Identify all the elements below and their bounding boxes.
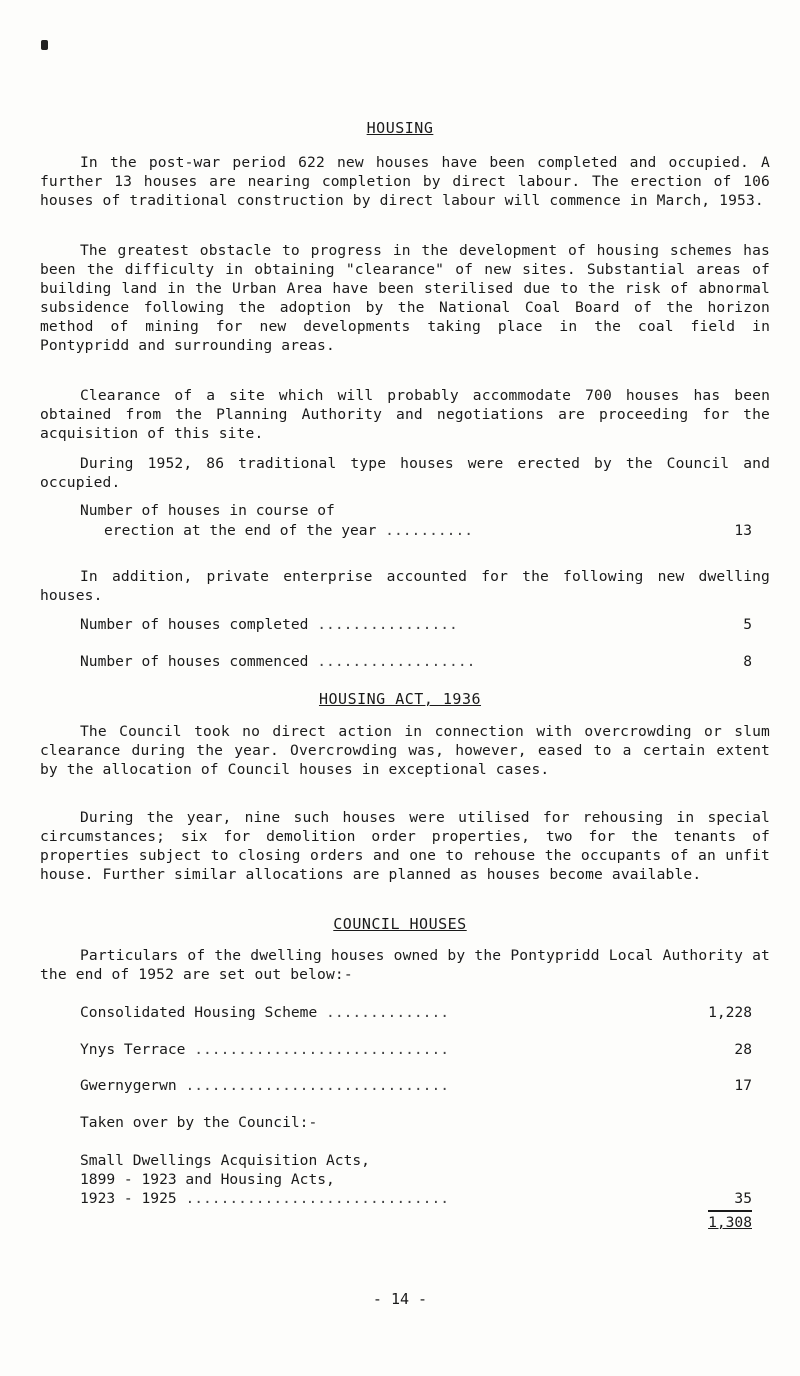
page-number: - 14 - xyxy=(372,1290,428,1308)
council-row-dots: ............................. xyxy=(194,1041,450,1058)
acts-value: 35 xyxy=(734,1190,752,1207)
council-row xyxy=(80,1003,752,1022)
completed-leader-dots: ................ xyxy=(317,616,458,633)
paragraph-council-action: The Council took no direct action in connection with overcrowding or slum clearance during the year. Overcrowding was, however, eased to a certain extent by the allocation of Council houses in exceptional cases. xyxy=(40,723,770,778)
in-course-label-line-2: erection at the end of the year xyxy=(104,522,377,539)
paragraph-during-1952: During 1952, 86 traditional type houses were erected by the Council and occupied. xyxy=(40,455,770,491)
in-course-label-line-1: Number of houses in course of xyxy=(80,502,335,519)
commenced-label: Number of houses commenced xyxy=(80,653,309,670)
paragraph-private-enterprise: In addition, private enterprise accounted for the following new dwelling houses. xyxy=(40,568,770,604)
council-row-label: Ynys Terrace xyxy=(80,1041,186,1058)
in-course-value: 13 xyxy=(734,522,752,539)
in-course-row xyxy=(104,521,752,540)
taken-over-label: Taken over by the Council:- xyxy=(80,1114,318,1131)
paragraph-particulars: Particulars of the dwelling houses owned by the Pontypridd Local Authority at the end of 1952 are set out below:- xyxy=(40,947,770,983)
council-row xyxy=(80,1076,752,1095)
in-course-leader-dots: .......... xyxy=(385,522,474,539)
acts-row xyxy=(80,1189,752,1208)
commenced-value: 8 xyxy=(743,653,752,670)
paragraph-clearance: Clearance of a site which will probably accommodate 700 houses has been obtained from the Planning Authority and negotiations are proceeding for the acquisition of this site. xyxy=(40,387,770,442)
council-row xyxy=(80,1040,752,1059)
council-row-dots: .............. xyxy=(326,1004,450,1021)
council-row-dots: .............................. xyxy=(185,1077,450,1094)
council-row-label: Consolidated Housing Scheme xyxy=(80,1004,318,1021)
heading-housing: HOUSING xyxy=(366,119,434,137)
acts-line-1: Small Dwellings Acquisition Acts, xyxy=(80,1152,370,1169)
acts-line-3-label: 1923 - 1925 xyxy=(80,1190,177,1207)
heading-housing-act: HOUSING ACT, 1936 xyxy=(318,690,482,708)
acts-leader-dots: .............................. xyxy=(185,1190,450,1207)
completed-value: 5 xyxy=(743,616,752,633)
council-houses-total: 1,308 xyxy=(708,1210,752,1232)
council-row-label: Gwernygerwn xyxy=(80,1077,177,1094)
council-row-value: 17 xyxy=(734,1077,752,1094)
paragraph-rehousing: During the year, nine such houses were utilised for rehousing in special circumstances; six for demolition order properties, two for the tenants of properties subject to closing orders and one to rehouse the occupants of an unfit house. Further similar allocations are planned as houses become available. xyxy=(40,809,770,883)
completed-row xyxy=(80,615,752,634)
scan-speck xyxy=(41,40,48,50)
council-row-value: 1,228 xyxy=(708,1004,752,1021)
council-row-value: 28 xyxy=(734,1041,752,1058)
heading-council-houses: COUNCIL HOUSES xyxy=(333,915,467,933)
paragraph-post-war: In the post-war period 622 new houses have been completed and occupied. A further 13 houses are nearing completion by direct labour. The erection of 106 houses of traditional construction by direct labour will commence in March, 1953. xyxy=(40,154,770,209)
completed-label: Number of houses completed xyxy=(80,616,309,633)
commenced-leader-dots: .................. xyxy=(317,653,476,670)
commenced-row xyxy=(80,652,752,671)
paragraph-greatest-obstacle: The greatest obstacle to progress in the development of housing schemes has been the difficulty in obtaining "clearance" of new sites. Substantial areas of building land in the Urban Area have been sterilised due to the risk of abnormal subsidence following the adoption by the National Coal Board of the horizon method of mining for new developments taking place in the coal field in Pontypridd and surrounding areas. xyxy=(40,242,770,354)
acts-line-2: 1899 - 1923 and Housing Acts, xyxy=(80,1171,335,1188)
